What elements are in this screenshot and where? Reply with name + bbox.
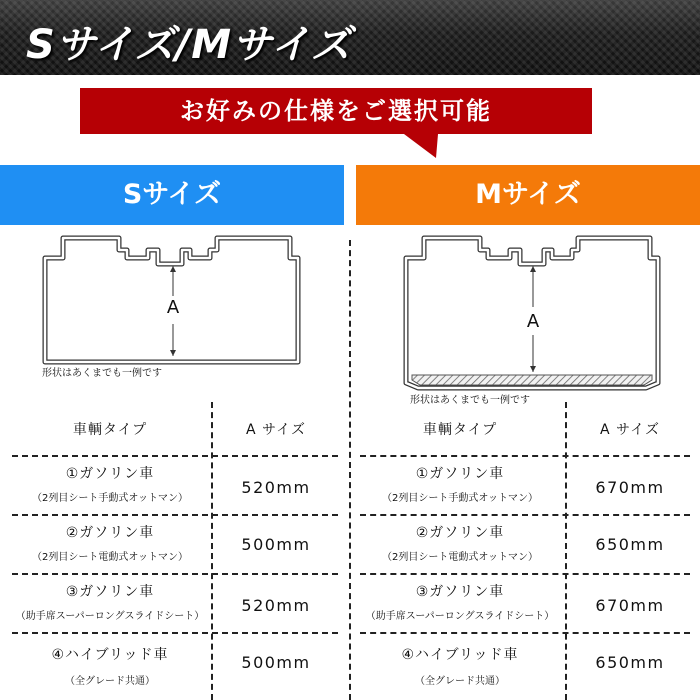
s-row-3-title: ③ガソリン車	[65, 584, 155, 600]
s-row-2-value: 500mm	[241, 535, 311, 554]
s-row-3-value: 520mm	[241, 596, 311, 615]
m-row-2-sub: （2列目シート電動式オットマン）	[381, 552, 539, 563]
s-col-a-size: A サイズ	[246, 422, 306, 438]
s-col-vehicle-type: 車輌タイプ	[72, 422, 148, 438]
m-row-4-value: 650mm	[595, 653, 665, 672]
m-row-2-title: ②ガソリン車	[415, 525, 505, 541]
m-row-1-sub: （2列目シート手動式オットマン）	[381, 493, 539, 504]
m-row-1-value: 670mm	[595, 478, 665, 497]
s-row-4-title: ④ハイブリッド車	[51, 647, 169, 663]
m-row-3-title: ③ガソリン車	[415, 584, 505, 600]
m-row-separator	[360, 455, 690, 457]
s-row-separator	[12, 514, 338, 516]
m-table-col-divider	[565, 402, 567, 700]
section-divider	[349, 240, 351, 700]
m-row-1-title: ①ガソリン車	[415, 466, 505, 482]
s-row-separator	[12, 573, 338, 575]
m-col-a-size: A サイズ	[600, 422, 660, 438]
m-row-3-value: 670mm	[595, 596, 665, 615]
s-size-header: Sサイズ	[0, 165, 344, 225]
ribbon-text: お好みの仕様をご選択可能	[180, 97, 492, 125]
s-row-separator	[12, 455, 338, 457]
m-size-header: Mサイズ	[356, 165, 700, 225]
s-row-1-sub: （2列目シート手動式オットマン）	[31, 493, 189, 504]
m-dimension-label: A	[526, 311, 540, 332]
m-row-4-title: ④ハイブリッド車	[401, 647, 519, 663]
m-row-separator	[360, 632, 690, 634]
s-row-3-sub: （助手席スーパーロングスライドシート）	[15, 611, 205, 622]
s-row-separator	[12, 632, 338, 634]
s-row-2-title: ②ガソリン車	[65, 525, 155, 541]
m-col-vehicle-type: 車輌タイプ	[422, 422, 498, 438]
s-shape-note: 形状はあくまでも一例です	[42, 368, 162, 379]
s-row-1-value: 520mm	[241, 478, 311, 497]
s-row-2-sub: （2列目シート電動式オットマン）	[31, 552, 189, 563]
m-row-3-sub: （助手席スーパーロングスライドシート）	[365, 611, 555, 622]
s-table-col-divider	[211, 402, 213, 700]
m-extension-area	[412, 375, 652, 385]
s-dimension-label: A	[166, 297, 180, 318]
s-row-4-sub: （全グレード共通）	[65, 676, 155, 687]
s-row-4-value: 500mm	[241, 653, 311, 672]
m-row-2-value: 650mm	[595, 535, 665, 554]
banner-title: Sサイズ/Mサイズ	[26, 22, 352, 68]
m-row-separator	[360, 514, 690, 516]
s-row-1-title: ①ガソリン車	[65, 466, 155, 482]
m-row-4-sub: （全グレード共通）	[415, 676, 505, 687]
m-shape-note: 形状はあくまでも一例です	[410, 395, 530, 406]
m-row-separator	[360, 573, 690, 575]
